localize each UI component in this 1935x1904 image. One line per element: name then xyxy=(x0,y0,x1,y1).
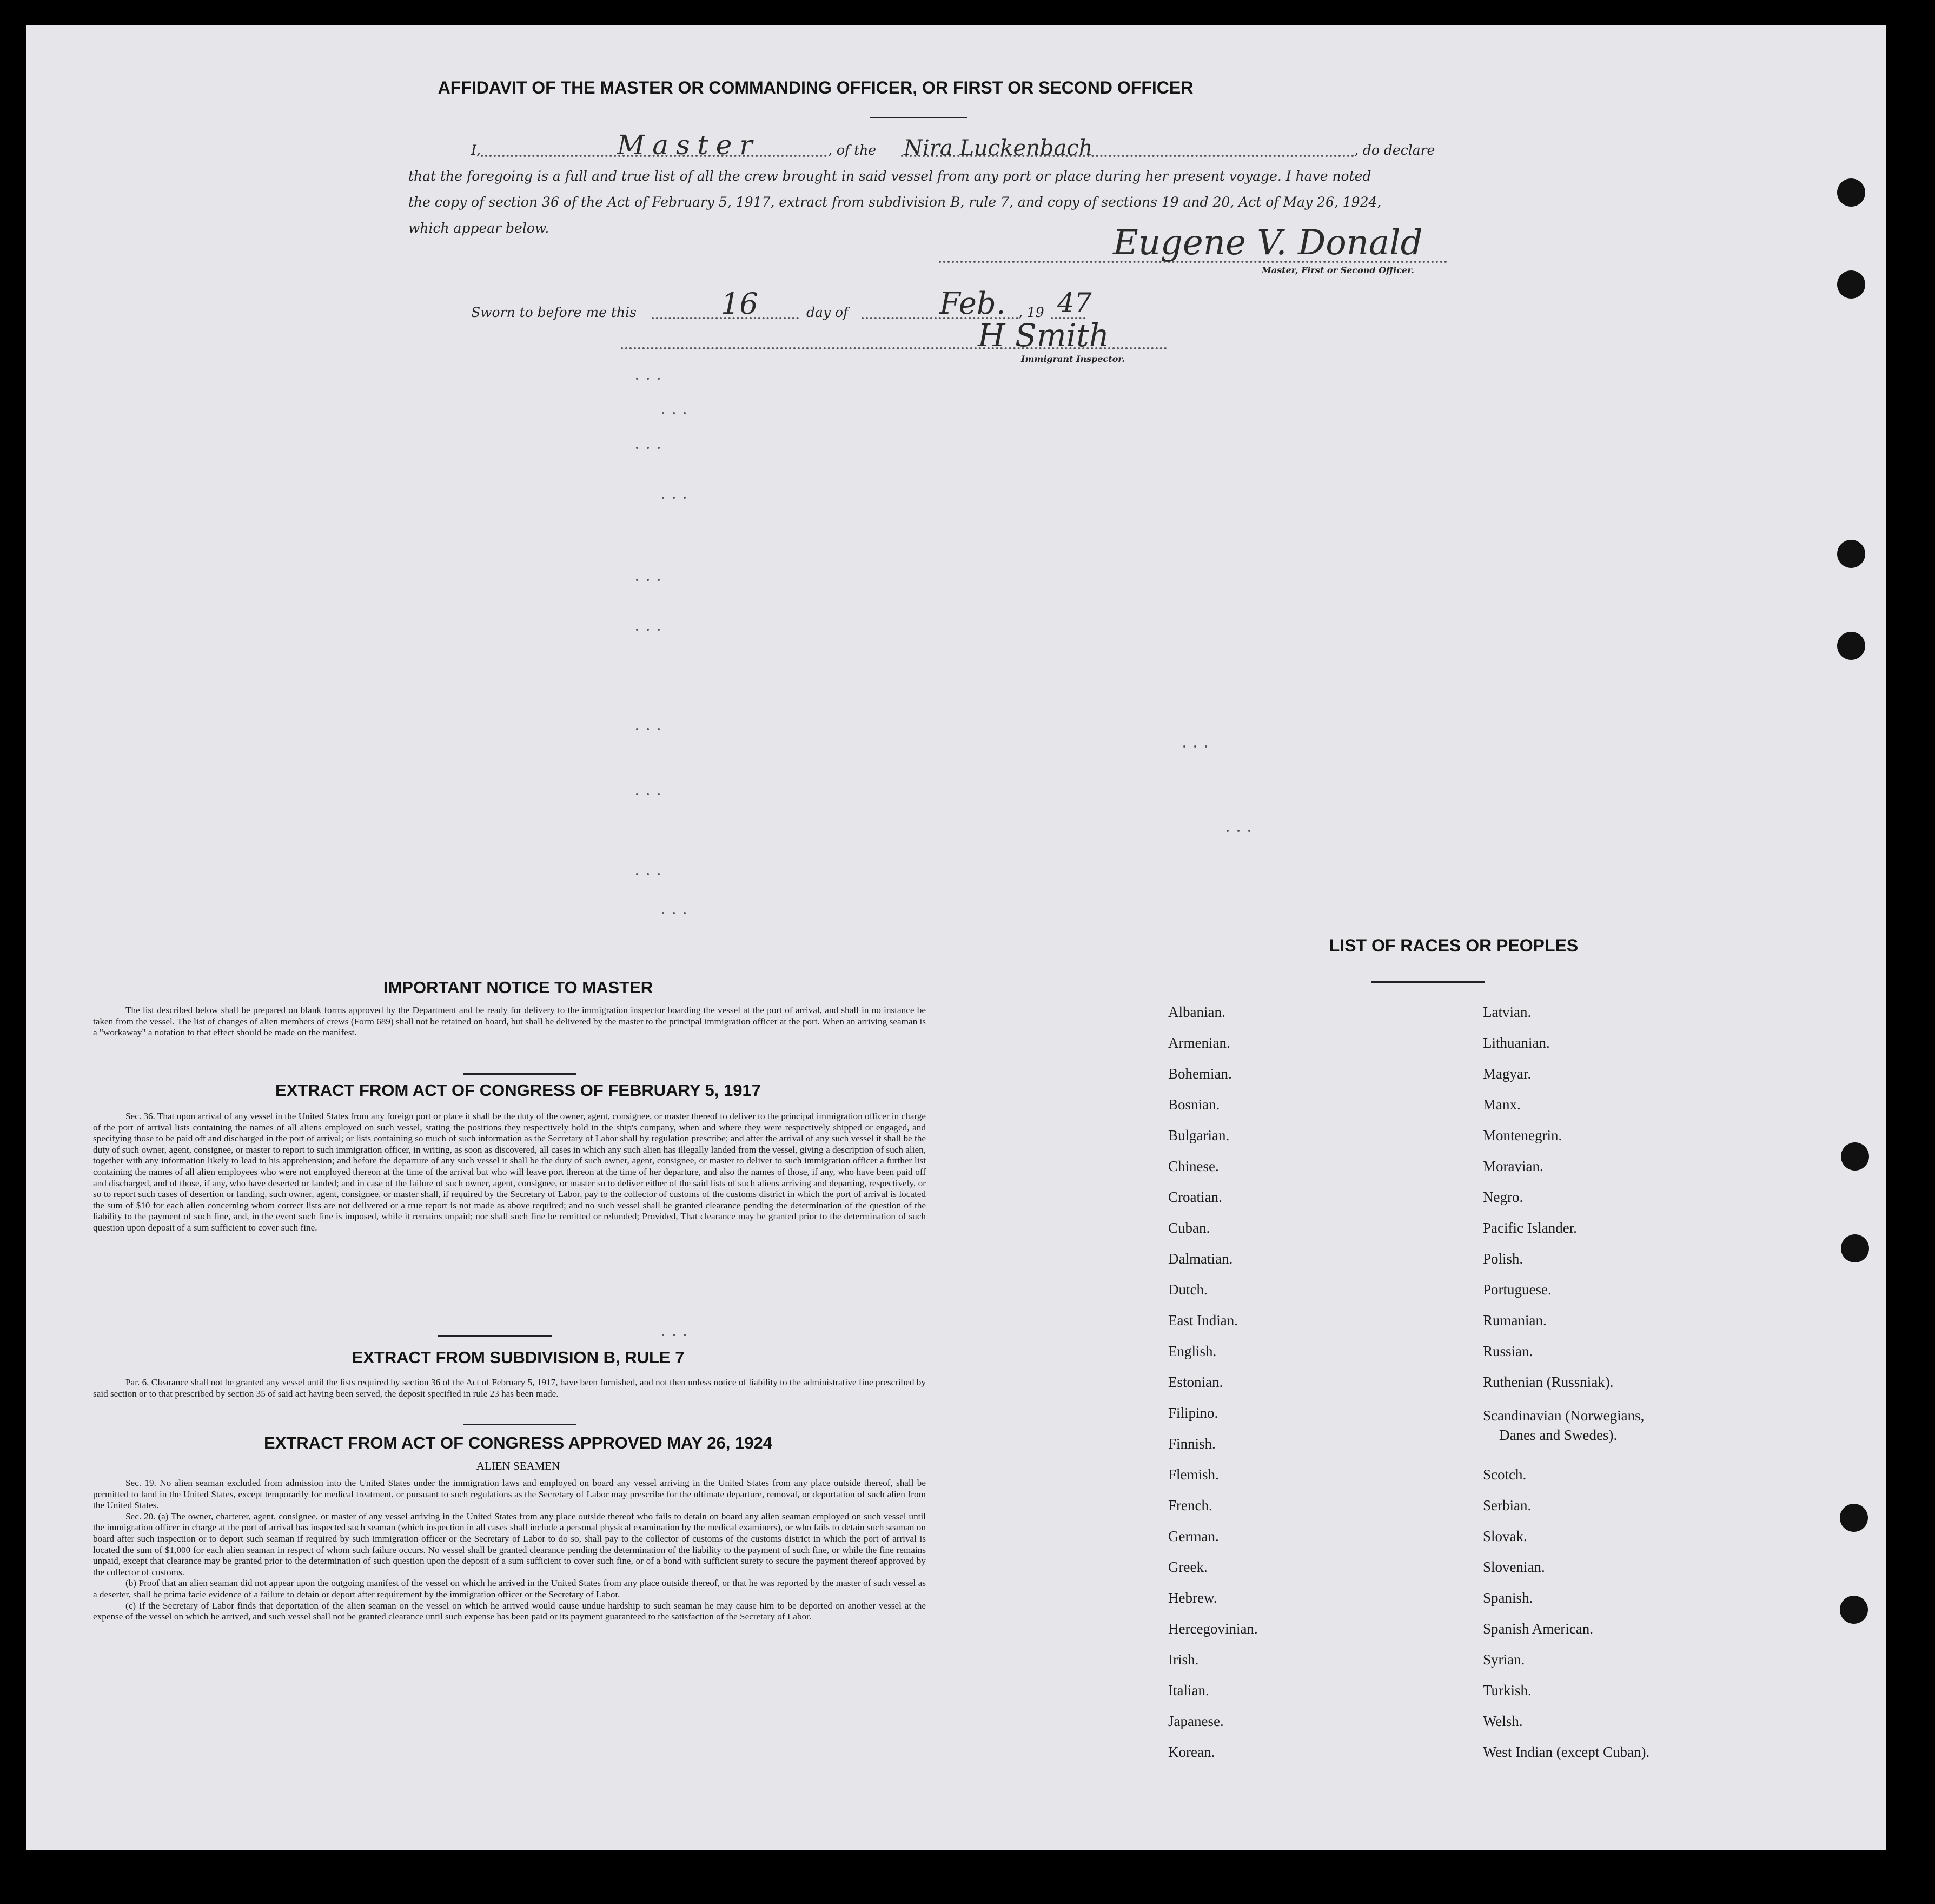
race-item: Flemish. xyxy=(1168,1466,1219,1483)
text-of-the: , of the xyxy=(828,142,877,158)
race-item: Korean. xyxy=(1168,1744,1215,1760)
race-item: Cuban. xyxy=(1168,1220,1210,1236)
extract-1924-text xyxy=(93,1478,926,1623)
section-20c-paragraph: (c) If the Secretary of Labor finds that deportation of the alien seaman on the vessel on which he arrived would cause undue hardship to such seaman he may cause him to be deported on another vessel at the expense of the vessel on which he arrived, and such vessel shall not be granted clearance until such expense has been paid or its payment guaranteed to the satisfaction of the Secretary of Labor. xyxy=(93,1600,926,1622)
race-item: Bulgarian. xyxy=(1168,1127,1230,1143)
extract-rule7-text: Par. 6. Clearance shall not be granted any vessel until the lists required by section 36 of the Act of February 5, 1917, have been furnished, and not then unless notice of liability to the administrative fine prescribed by said section or to that prescribed by section 35 of said act having been served, the deposit specified in rule 23 has been made. xyxy=(93,1377,926,1399)
month-handwritten: Feb. xyxy=(939,286,1006,321)
race-item: Dalmatian. xyxy=(1168,1251,1233,1267)
notice-text: The list described below shall be prepared on blank forms approved by the Department and be ready for delivery to the immigration inspector boarding the vessel at the port of arrival, and shall in no instance be taken from the vessel. The list of changes of alien members of crews (Form 689) shall not be retained on board, but shall be delivered by the master to the principal immigration officer at the port. When an arriving seaman is a "workaway" a notation to that effect should be made on the manifest. xyxy=(93,1005,926,1038)
binder-hole xyxy=(1837,270,1865,299)
extract-1924-subtitle: ALIEN SEAMEN xyxy=(476,1459,560,1472)
section-divider xyxy=(463,1073,576,1075)
race-item: Croatian. xyxy=(1168,1189,1222,1205)
race-item: Syrian. xyxy=(1483,1651,1525,1668)
text-year-prefix: , 19 xyxy=(1018,305,1044,320)
race-item: Spanish. xyxy=(1483,1590,1533,1606)
extract-1917-text: Sec. 36. That upon arrival of any vessel in the United States from any foreign port or place it shall be the duty of the owner, agent, consignee, or master thereof to deliver to the principal immigration officer in charge of the port of arrival lists containing the names of all aliens employed on such vessel, stating the positions they respectively hold in the ship's company, when and where they were respectively shipped or engaged, and specifying those to be paid off and discharged in the port of arrival; or lists containing so much of such information as the Secretary of Labor shall by regulation prescribe; and after the arrival of any such vessel it shall be the duty of such owner, agent, consignee, or master to report to such immigration officer, in writing, as soon as discovered, all cases in which any such alien has illegally landed from the vessel, giving a description of such alien, together with any information likely to lead to his apprehension; and before the departure of any such vessel it shall be the duty of such owner, agent, consignee, or master to deliver to such immigration officer a further list containing the names of all alien employees who were not employed thereon at the time of the arrival but who will leave port thereon at the time of her departure, and also the names of those, if any, who have been paid off and discharged, and of those, if any, who have deserted or landed; and in case of the failure of such owner, agent, consignee, or master so to deliver either of the said lists of such aliens arriving and departing, respectively, or so to report such cases of desertion or landing, such owner, agent, consignee, or master shall, if required by the Secretary of Labor, pay to the collector of customs of the customs district in which the port of arrival is located the sum of $10 for each alien concerning whom correct lists are not delivered or a true report is not made as above required; and no such vessel shall be granted clearance pending the determination of the question of the liability to the payment of such fine, and, in the event such fine is imposed, while it remains unpaid; nor shall such fine be remitted or refunded; Provided, That clearance may be granted prior to the determination of such question upon deposit of a sum sufficient to cover such fine. xyxy=(93,1111,926,1233)
race-item: East Indian. xyxy=(1168,1312,1238,1328)
affidavit-line-2: that the foregoing is a full and true list of all the crew brought in said vessel from any port or place during her present voyage. I have noted xyxy=(408,168,1371,184)
race-item: Welsh. xyxy=(1483,1713,1523,1729)
section-19-paragraph: Sec. 19. No alien seaman excluded from admission into the United States under the immigration laws and employed on board any vessel arriving in the United States from any place outside thereof, shall be permitted to land in the United States, except temporarily for medical treatment, or pursuant to such regulations as the Secretary of Labor may prescribe for the ultimate departure, removal, or deportation of such alien from the United States. xyxy=(93,1478,926,1511)
race-item: Estonian. xyxy=(1168,1374,1223,1390)
title-divider xyxy=(870,117,967,118)
binder-hole xyxy=(1840,1504,1868,1532)
race-item: Finnish. xyxy=(1168,1436,1216,1452)
race-item: Albanian. xyxy=(1168,1004,1225,1020)
race-item: Pacific Islander. xyxy=(1483,1220,1577,1236)
race-item: West Indian (except Cuban). xyxy=(1483,1744,1650,1760)
binder-hole xyxy=(1837,540,1865,568)
races-title-divider xyxy=(1371,981,1485,983)
race-item: Polish. xyxy=(1483,1251,1523,1267)
race-item: Chinese. xyxy=(1168,1158,1219,1174)
race-item: Latvian. xyxy=(1483,1004,1532,1020)
race-item: Slovak. xyxy=(1483,1528,1527,1544)
binder-hole xyxy=(1837,632,1865,660)
race-item: Bohemian. xyxy=(1168,1066,1232,1082)
vessel-handwritten: Nira Luckenbach xyxy=(904,136,1093,161)
binder-hole xyxy=(1840,1596,1868,1624)
race-item: Moravian. xyxy=(1483,1158,1543,1174)
day-handwritten: 16 xyxy=(721,287,758,321)
binder-hole xyxy=(1837,178,1865,207)
section-20a-paragraph: Sec. 20. (a) The owner, charterer, agent, consignee, or master of any vessel arriving in the United States from any place outside thereof who fails to detain on board any alien seaman employed on such vessel until the immigration officer in charge at the port of arrival has inspected such seaman (which inspection in all cases shall include a personal physical examination by the medical examiners), or who fails to detain such seaman on board after such inspection or to deport such seaman if required by such immigration officer or the Secretary of Labor to do so, shall pay to the collector of customs of the customs district in which the port of arrival is located the sum of $1,000 for each alien seaman in respect of whom such failure occurs. No vessel shall be granted clearance pending the determination of the liability to the payment of such fine, or while the fine remains unpaid, except that clearance may be granted prior to the determination of such question upon the deposit of a sum sufficient to cover such fine, or of a bond with sufficient surety to secure the payment thereof approved by the collector of customs. xyxy=(93,1511,926,1577)
signature-handwritten: Eugene V. Donald xyxy=(1113,223,1423,263)
text-day-of: day of xyxy=(806,305,849,320)
extract-1917-title: EXTRACT FROM ACT OF CONGRESS OF FEBRUARY 5, 1917 xyxy=(275,1081,761,1100)
race-item: Japanese. xyxy=(1168,1713,1224,1729)
race-item: Serbian. xyxy=(1483,1497,1532,1513)
race-item: German. xyxy=(1168,1528,1219,1544)
document-page xyxy=(26,25,1886,1850)
notice-title: IMPORTANT NOTICE TO MASTER xyxy=(383,978,653,997)
text-i: I, xyxy=(471,142,481,158)
race-item: Danes and Swedes). xyxy=(1499,1427,1618,1443)
race-item: Turkish. xyxy=(1483,1682,1532,1698)
race-item: Italian. xyxy=(1168,1682,1209,1698)
inspector-caption: Immigrant Inspector. xyxy=(1021,354,1125,364)
race-item: Spanish American. xyxy=(1483,1621,1593,1637)
text-sworn: Sworn to before me this xyxy=(471,305,637,320)
race-item: Manx. xyxy=(1483,1096,1521,1113)
race-item: Montenegrin. xyxy=(1483,1127,1562,1143)
extract-rule7-title: EXTRACT FROM SUBDIVISION B, RULE 7 xyxy=(352,1348,685,1367)
affidavit-line-4: which appear below. xyxy=(408,220,549,236)
race-item: Greek. xyxy=(1168,1559,1208,1575)
year-handwritten: 47 xyxy=(1057,287,1092,319)
race-item: Rumanian. xyxy=(1483,1312,1547,1328)
race-item: Bosnian. xyxy=(1168,1096,1220,1113)
race-item: Ruthenian (Russniak). xyxy=(1483,1374,1614,1390)
extract-1924-title: EXTRACT FROM ACT OF CONGRESS APPROVED MAY 26, 1924 xyxy=(264,1433,772,1452)
section-divider xyxy=(438,1335,552,1337)
binder-hole xyxy=(1841,1142,1869,1171)
race-item: Hercegovinian. xyxy=(1168,1621,1258,1637)
race-item: Lithuanian. xyxy=(1483,1035,1550,1051)
race-item: French. xyxy=(1168,1497,1212,1513)
race-item: Dutch. xyxy=(1168,1281,1208,1298)
section-20b-paragraph: (b) Proof that an alien seaman did not appear upon the outgoing manifest of the vessel on which he arrived in the United States from any place outside thereof, or that he was reported by the master of such vessel as a deserter, shall be prima facie evidence of a failure to detain or deport after requirement by the immigration officer or the Secretary of Labor. xyxy=(93,1578,926,1599)
master-handwritten: Master xyxy=(617,129,760,161)
race-item: Magyar. xyxy=(1483,1066,1532,1082)
race-item: Armenian. xyxy=(1168,1035,1230,1051)
inspector-handwritten: H Smith xyxy=(978,317,1109,354)
affidavit-title: AFFIDAVIT OF THE MASTER OR COMMANDING OFFICER, OR FIRST OR SECOND OFFICER xyxy=(438,78,1194,97)
section-divider xyxy=(463,1424,576,1425)
race-item: Portuguese. xyxy=(1483,1281,1552,1298)
affidavit-line-3: the copy of section 36 of the Act of February 5, 1917, extract from subdivision B, rule 7, and copy of sections 19 and 20, Act of May 26, 1924, xyxy=(408,194,1382,210)
race-item: English. xyxy=(1168,1343,1217,1359)
text-do-declare: , do declare xyxy=(1354,142,1435,158)
binder-hole xyxy=(1841,1234,1869,1262)
race-item: Irish. xyxy=(1168,1651,1199,1668)
affidavit-line-1 xyxy=(471,129,1477,163)
race-item: Scandinavian (Norwegians, xyxy=(1483,1407,1645,1424)
race-item: Filipino. xyxy=(1168,1405,1218,1421)
race-item: Hebrew. xyxy=(1168,1590,1217,1606)
races-title: LIST OF RACES OR PEOPLES xyxy=(1329,936,1579,955)
race-item: Russian. xyxy=(1483,1343,1533,1359)
race-item: Negro. xyxy=(1483,1189,1523,1205)
race-item: Slovenian. xyxy=(1483,1559,1545,1575)
signature-caption: Master, First or Second Officer. xyxy=(1262,265,1414,275)
race-item: Scotch. xyxy=(1483,1466,1527,1483)
